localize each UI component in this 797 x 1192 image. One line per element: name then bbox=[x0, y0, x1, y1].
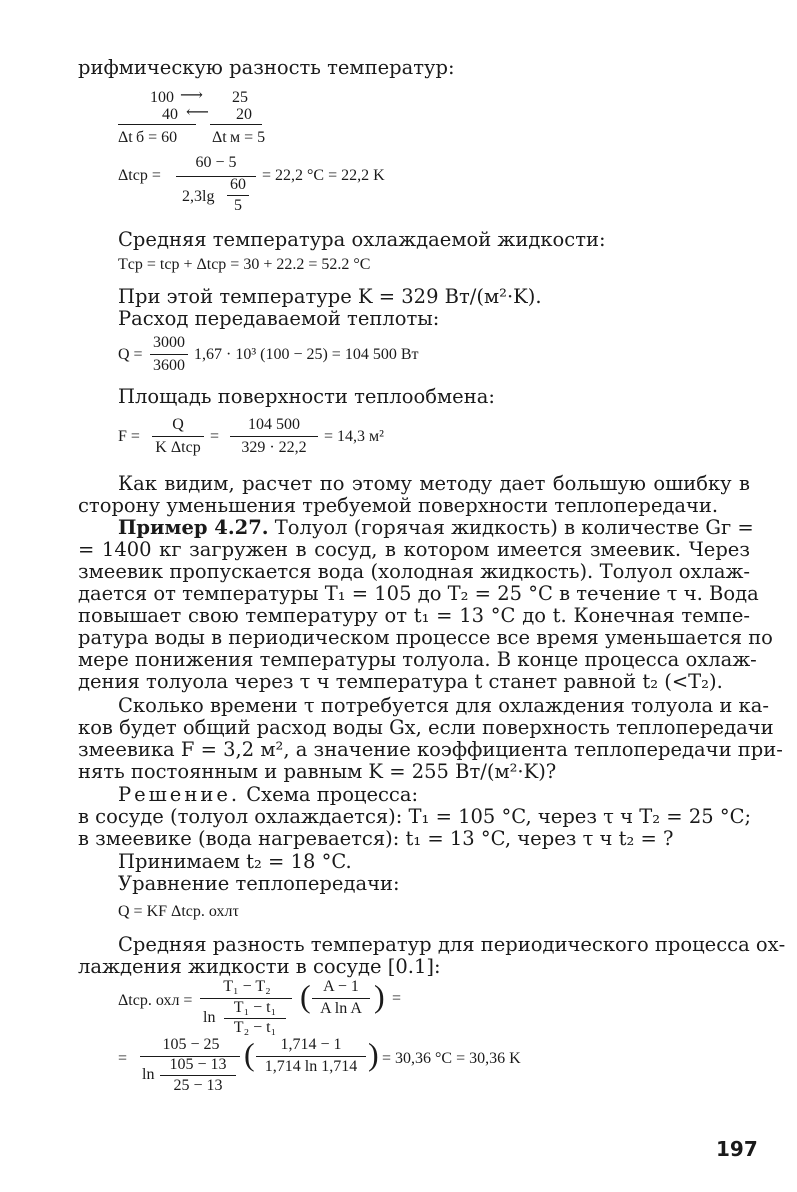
para1-line-1: Как видим, расчет по этому методу дает большую ошибку в bbox=[118, 472, 750, 495]
eq3-fraction-bar bbox=[150, 354, 188, 355]
k-value-line: При этой температуре K = 329 Вт/(м²·K). bbox=[118, 285, 542, 308]
eq4-fraction-bar-1 bbox=[152, 436, 204, 437]
eq3-lhs: Q = bbox=[118, 346, 143, 363]
eq7-rhs: = 30,36 °C = 30,36 K bbox=[382, 1050, 521, 1067]
area-heading: Площадь поверхности теплообмена: bbox=[118, 385, 495, 408]
eq3-rhs: 1,67 · 10³ (100 − 25) = 104 500 Вт bbox=[194, 346, 419, 363]
eq7-paren-open: ( bbox=[244, 1036, 255, 1072]
arrow-left-icon: ⟵ bbox=[186, 104, 209, 121]
eq6-ln: ln bbox=[203, 1009, 216, 1026]
eq7-paren-bar bbox=[256, 1056, 366, 1057]
solution-line bbox=[118, 783, 418, 807]
eq1-lhs: Δtср = bbox=[118, 167, 161, 184]
eq7-ln-numerator: 105 − 13 bbox=[169, 1056, 227, 1073]
eq6-numerator: T₁ − T₂ bbox=[223, 978, 271, 995]
eq3-denominator: 3600 bbox=[153, 357, 185, 374]
eq7-ln: ln bbox=[142, 1066, 155, 1083]
para2-line: повышает свою температуру от t₁ = 13 °C до t. Конечная темпе- bbox=[78, 604, 750, 627]
scheme-hot-start: 100 bbox=[150, 89, 174, 106]
eq4-denominator-2: 329 · 22,2 bbox=[241, 439, 307, 456]
scheme-rule-left bbox=[118, 124, 196, 125]
eq2: Tср = tср + Δtср = 30 + 22.2 = 52.2 °C bbox=[118, 256, 371, 273]
page-number: 197 bbox=[716, 1137, 758, 1161]
scheme-rule-right bbox=[210, 124, 262, 125]
eq4-lhs: F = bbox=[118, 428, 140, 445]
para3-last-line: нять постоянным и равным K = 255 Вт/(м²·K)? bbox=[78, 760, 557, 783]
para2-line: ратура воды в периодическом процессе все время уменьшается по bbox=[78, 626, 773, 649]
delta-t-small: Δt м = 5 bbox=[212, 129, 266, 146]
coil-line: в змеевике (вода нагревается): t₁ = 13 °C, через τ ч t₂ = ? bbox=[78, 827, 674, 850]
eq7-ln-bar bbox=[160, 1075, 236, 1076]
eq4-fraction-bar-2 bbox=[230, 436, 318, 437]
eq1-inner-bar bbox=[227, 195, 249, 196]
para3-line: Сколько времени τ потребуется для охлаждения толуола и ка- bbox=[118, 694, 769, 717]
scheme-cold-start: 20 bbox=[236, 106, 252, 123]
eq7-paren-denominator: 1,714 ln 1,714 bbox=[264, 1058, 358, 1075]
accept-line: Принимаем t₂ = 18 °C. bbox=[118, 850, 352, 873]
eq5: Q = KF Δtср. охлτ bbox=[118, 903, 239, 920]
eq6-lhs: Δtср. охл = bbox=[118, 992, 193, 1009]
delta-t-big: Δt б = 60 bbox=[118, 129, 178, 146]
para4-line: Средняя разность температур для периодического процесса ох- bbox=[118, 933, 786, 956]
eq7-paren-numerator: 1,714 − 1 bbox=[280, 1036, 342, 1053]
eq4-denominator-1: K Δtср bbox=[155, 439, 201, 456]
eq6-equals: = bbox=[392, 990, 402, 1007]
eq4-numerator-2: 104 500 bbox=[248, 416, 300, 433]
eq7-numerator: 105 − 25 bbox=[162, 1036, 220, 1053]
vessel-line: в сосуде (толуол охлаждается): T₁ = 105 °C, через τ ч T₂ = 25 °C; bbox=[78, 805, 752, 828]
para4-last-line: лаждения жидкости в сосуде [0.1]: bbox=[78, 955, 441, 978]
heat-flow-heading: Расход передаваемой теплоты: bbox=[118, 307, 440, 330]
eq6-paren-open: ( bbox=[300, 978, 311, 1014]
eq7-paren-close: ) bbox=[368, 1036, 379, 1072]
eq4-rhs: = 14,3 м² bbox=[324, 428, 384, 445]
scheme-hot-end: 25 bbox=[232, 89, 248, 106]
eq7-lhs: = bbox=[118, 1050, 128, 1067]
eq6-paren-numerator: A − 1 bbox=[323, 978, 359, 995]
para3-line: змеевика F = 3,2 м², а значение коэффициента теплопередачи при- bbox=[78, 738, 783, 761]
para1-line-2: сторону уменьшения требуемой поверхности теплопередачи. bbox=[78, 494, 719, 517]
example-first-text: Толуол (горячая жидкость) в количестве Gг = bbox=[274, 516, 754, 539]
intro-line: рифмическую разность температур: bbox=[78, 56, 455, 79]
example-first-line bbox=[118, 516, 754, 540]
para2-line: змеевик пропускается вода (холодная жидкость). Толуол охлаж- bbox=[78, 560, 750, 583]
eq7-ln-denominator: 25 − 13 bbox=[173, 1077, 223, 1094]
para2-line: дается от температуры T₁ = 105 до T₂ = 25 °C в течение τ ч. Вода bbox=[78, 582, 759, 605]
eq6-ln-numerator: T₁ − t₁ bbox=[233, 999, 277, 1016]
solution-text: Схема процесса: bbox=[246, 783, 419, 806]
eq6-ln-denominator: T₂ − t₁ bbox=[233, 1019, 277, 1036]
eq4-numerator-1: Q bbox=[172, 416, 184, 433]
example-label: Пример 4.27. bbox=[118, 516, 269, 539]
solution-label: Решение. bbox=[118, 783, 241, 806]
eq6-paren-bar bbox=[312, 998, 370, 999]
eq1-inner-denominator: 5 bbox=[234, 197, 242, 214]
para2-last-line: дения толуола через τ ч температура t станет равной t₂ (<T₂). bbox=[78, 670, 723, 693]
para3-line: ков будет общий расход воды Gх, если поверхность теплопередачи bbox=[78, 716, 774, 739]
eq3-numerator: 3000 bbox=[153, 334, 185, 351]
scheme-cold-end: 40 bbox=[162, 106, 178, 123]
eq1-inner-numerator: 60 bbox=[230, 176, 246, 193]
eq6-paren-denominator: A ln A bbox=[320, 1000, 362, 1017]
eq1-rhs: = 22,2 °C = 22,2 K bbox=[262, 167, 385, 184]
eq6-paren-close: ) bbox=[374, 978, 385, 1014]
para2-line: = 1400 кг загружен в сосуд, в котором имеется змеевик. Через bbox=[78, 538, 750, 561]
mean-temp-heading: Средняя температура охлаждаемой жидкости: bbox=[118, 228, 606, 251]
eq1-denominator-prefix: 2,3lg bbox=[182, 188, 215, 205]
eq4-equals: = bbox=[210, 428, 220, 445]
eq1-numerator: 60 − 5 bbox=[195, 154, 237, 171]
arrow-right-icon: ⟶ bbox=[180, 87, 203, 104]
para2-line: мере понижения температуры толуола. В конце процесса охлаж- bbox=[78, 648, 757, 671]
heat-eq-heading: Уравнение теплопередачи: bbox=[118, 872, 400, 895]
